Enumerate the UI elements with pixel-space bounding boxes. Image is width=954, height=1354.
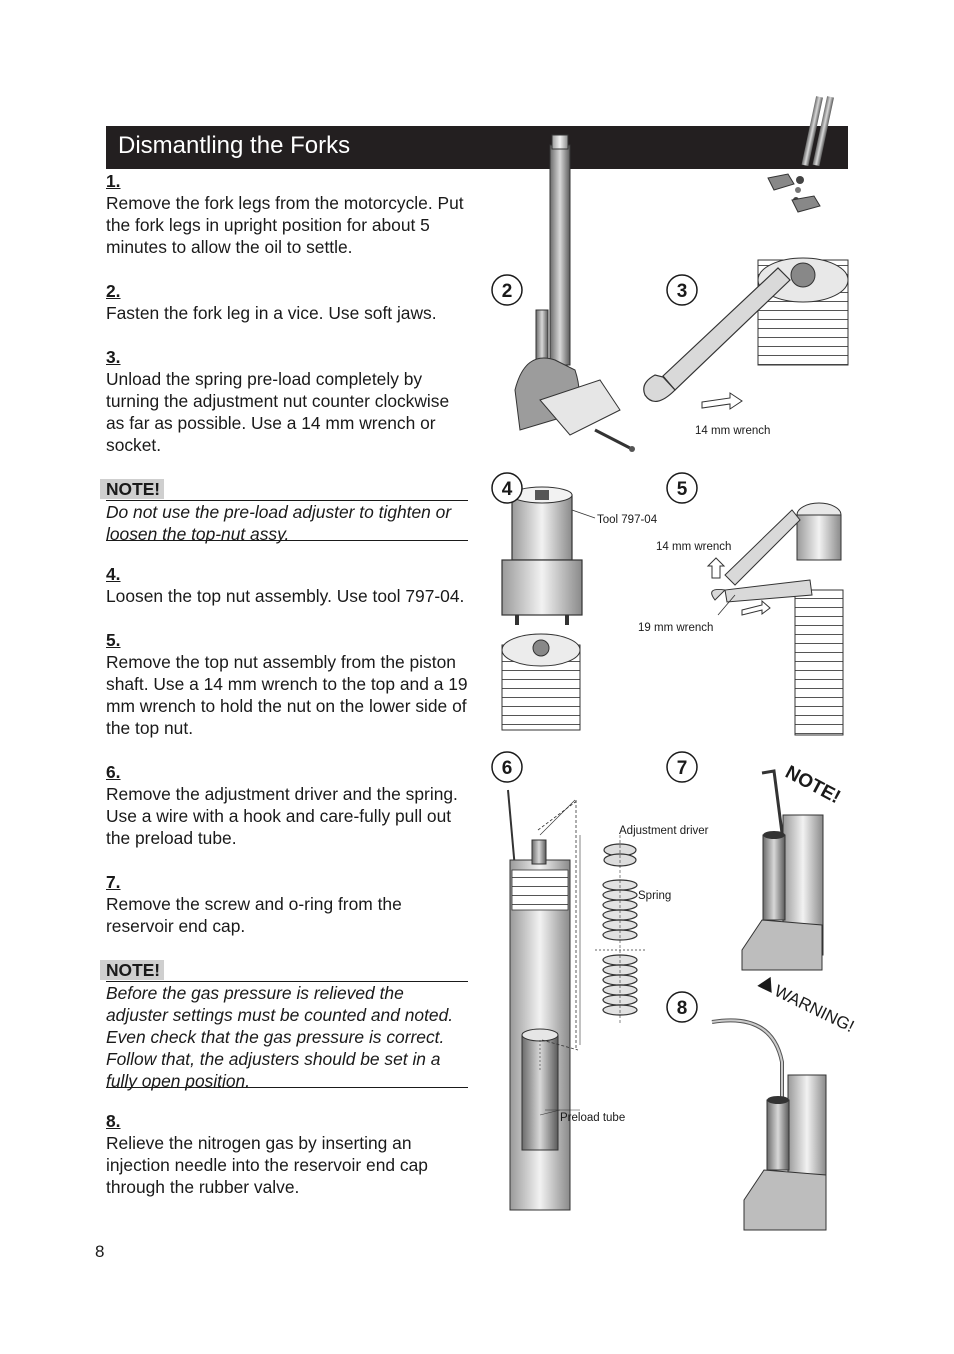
figure-number-8 <box>667 992 697 1022</box>
step-number: 5. <box>106 630 121 650</box>
step-4 <box>106 563 468 607</box>
svg-text:5: 5 <box>676 479 688 500</box>
step-7 <box>106 871 468 937</box>
figure-5-two-wrenches <box>708 503 843 735</box>
figure-number-3 <box>667 275 697 305</box>
note-text: Before the gas pressure is relieved the adjuster settings must be counted and noted. Even check that the gas pressure is correct. Follow that, the adjusters should be set in a fully open position. <box>106 983 454 1091</box>
step-text: Loosen the top nut assembly. Use tool 797-04. <box>106 586 465 606</box>
step-1 <box>106 170 468 258</box>
note-badge: NOTE! <box>781 761 844 809</box>
page-title: Dismantling the Forks <box>118 132 351 159</box>
step-number: 4. <box>106 564 121 584</box>
step-5 <box>106 629 468 739</box>
step-text: Remove the top nut assembly from the piston shaft. Use a 14 mm wrench to the top and a 19 mm wrench to hold the nut on the lower side of the top nut. <box>106 652 468 738</box>
warning-text: WARNING! <box>771 981 858 1037</box>
fork-thumbnail <box>768 96 834 212</box>
figure-number-4 <box>492 473 522 503</box>
step-text: Fasten the fork leg in a vice. Use soft jaws. <box>106 303 437 323</box>
figure-4-tool <box>502 487 595 730</box>
step-number: 1. <box>106 171 121 191</box>
note-text: Do not use the pre-load adjuster to tighten or loosen the top-nut assy. <box>106 502 452 544</box>
illustrations <box>480 90 880 1240</box>
note-label: NOTE! <box>100 960 164 980</box>
label-preload-tube: Preload tube <box>560 1112 626 1124</box>
figure-number-2 <box>492 275 522 305</box>
step-number: 7. <box>106 872 121 892</box>
step-number: 3. <box>106 347 121 367</box>
label-14mm-wrench-a: 14 mm wrench <box>695 425 771 437</box>
step-2 <box>106 280 468 324</box>
step-6 <box>106 761 468 849</box>
step-3 <box>106 346 468 456</box>
instructions-column <box>106 170 468 1220</box>
step-text: Remove the screw and o-ring from the reservoir end cap. <box>106 894 402 936</box>
figure-number-5 <box>667 473 697 503</box>
svg-text:2: 2 <box>501 281 513 302</box>
svg-text:4: 4 <box>501 479 513 500</box>
step-8 <box>106 1110 468 1198</box>
step-text: Relieve the nitrogen gas by inserting an injection needle into the reservoir end cap through the rubber valve. <box>106 1133 428 1197</box>
label-19mm-wrench: 19 mm wrench <box>638 622 714 634</box>
figure-2-fork-in-vice <box>515 135 635 452</box>
note-1 <box>106 478 468 544</box>
label-adjustment-driver: Adjustment driver <box>619 825 709 837</box>
figure-7-reservoir-screw <box>742 771 823 970</box>
note-label: NOTE! <box>100 479 164 499</box>
step-text: Unload the spring pre-load completely by turning the adjustment nut counter clockwise as far as possible. Use a 14 mm wrench or socket. <box>106 369 450 455</box>
label-14mm-wrench-b: 14 mm wrench <box>656 541 732 553</box>
svg-text:8: 8 <box>676 998 688 1019</box>
figure-number-7 <box>667 752 697 782</box>
note-2 <box>106 959 468 1091</box>
step-text: Remove the fork legs from the motorcycle. Put the fork legs in upright position for about 5 minutes to allow the oil to settle. <box>106 193 464 257</box>
step-number: 6. <box>106 762 121 782</box>
svg-text:3: 3 <box>676 281 688 302</box>
svg-text:7: 7 <box>676 758 688 779</box>
figure-6-preload-tube <box>508 790 580 1210</box>
svg-text:6: 6 <box>501 758 513 779</box>
label-spring: Spring <box>638 890 672 902</box>
label-tool: Tool 797-04 <box>597 514 658 526</box>
step-text: Remove the adjustment driver and the spring. Use a wire with a hook and care-fully pull out the preload tube. <box>106 784 458 848</box>
step-number: 8. <box>106 1111 121 1131</box>
page-number: 8 <box>95 1242 105 1261</box>
warning-badge <box>755 973 857 1036</box>
step-number: 2. <box>106 281 121 301</box>
spring-and-driver <box>595 835 645 1025</box>
figure-8-gas-release <box>712 1020 826 1230</box>
figure-number-6 <box>492 752 522 782</box>
